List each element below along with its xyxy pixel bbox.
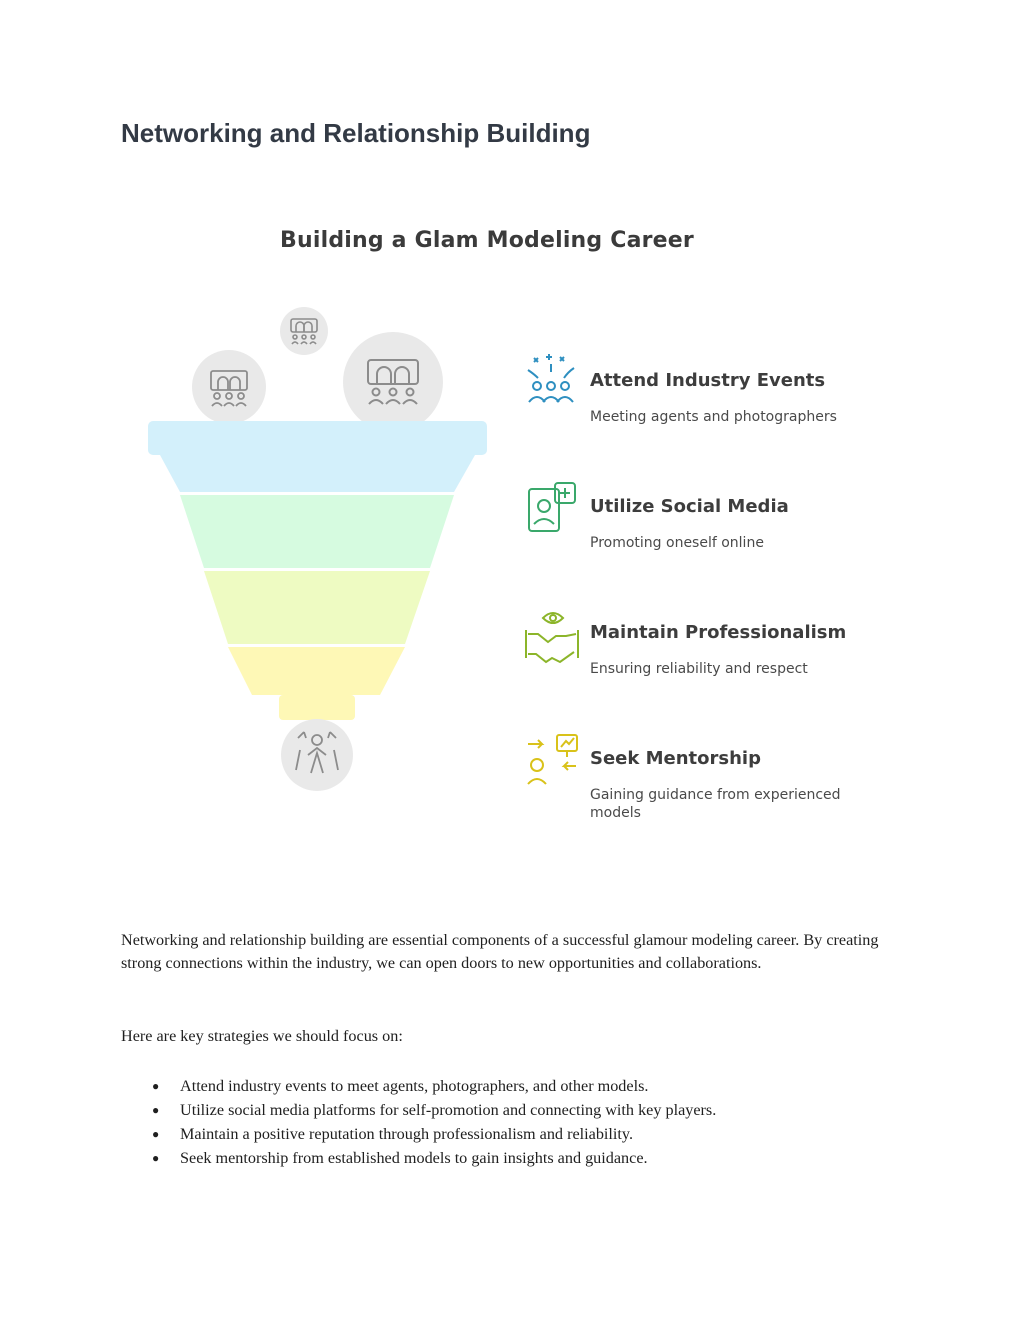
model-circle [281,719,353,791]
event-circle-small [280,307,328,355]
step-title: Seek Mentorship [590,748,761,769]
step-professionalism [590,622,890,678]
step-title: Utilize Social Media [590,496,789,517]
step-description: Ensuring reliability and respect [590,661,808,677]
intro-paragraph: Networking and relationship building are essential components of a successful glamour modeling career. By creating strong connections within the industry, we can open doors to new opportunities and collaborations. [121,931,879,972]
list-item: ● Utilize social media platforms for self-promotion and connecting with key players. [121,1098,901,1122]
page-title: Networking and Relationship Building [121,118,591,148]
funnel-stage-4 [228,647,405,695]
event-circle-large [343,332,443,432]
funnel-diagram [140,210,900,850]
funnel-stage-1 [148,421,487,455]
step-description: Promoting oneself online [590,535,764,551]
funnel-spout [279,695,355,720]
step-social-media [590,496,890,552]
list-item: ● Attend industry events to meet agents, photographers, and other models. [121,1074,901,1098]
step-attend-events [590,370,890,426]
lead-in-paragraph: Here are key strategies we should focus on: [121,1027,403,1045]
step-description: Gaining guidance from experienced models [590,787,841,821]
step-title: Maintain Professionalism [590,622,847,643]
funnel-stage-1-lower [160,455,475,492]
list-item: ● Seek mentorship from established models to gain insights and guidance. [121,1146,901,1170]
funnel-stage-3 [204,571,430,644]
mentor-chart-icon [528,735,577,784]
handshake-eye-icon [526,613,578,662]
step-mentorship [590,748,890,822]
funnel-stage-2 [180,495,454,568]
strategy-list [121,1074,901,1170]
event-circle-left [192,350,266,424]
people-celebration-icon [528,354,574,402]
diagram-title: Building a Glam Modeling Career [280,228,694,253]
step-title: Attend Industry Events [590,370,826,391]
profile-add-icon [529,483,575,531]
step-description: Meeting agents and photographers [590,409,837,425]
list-item: ● Maintain a positive reputation through professionalism and reliability. [121,1122,901,1146]
